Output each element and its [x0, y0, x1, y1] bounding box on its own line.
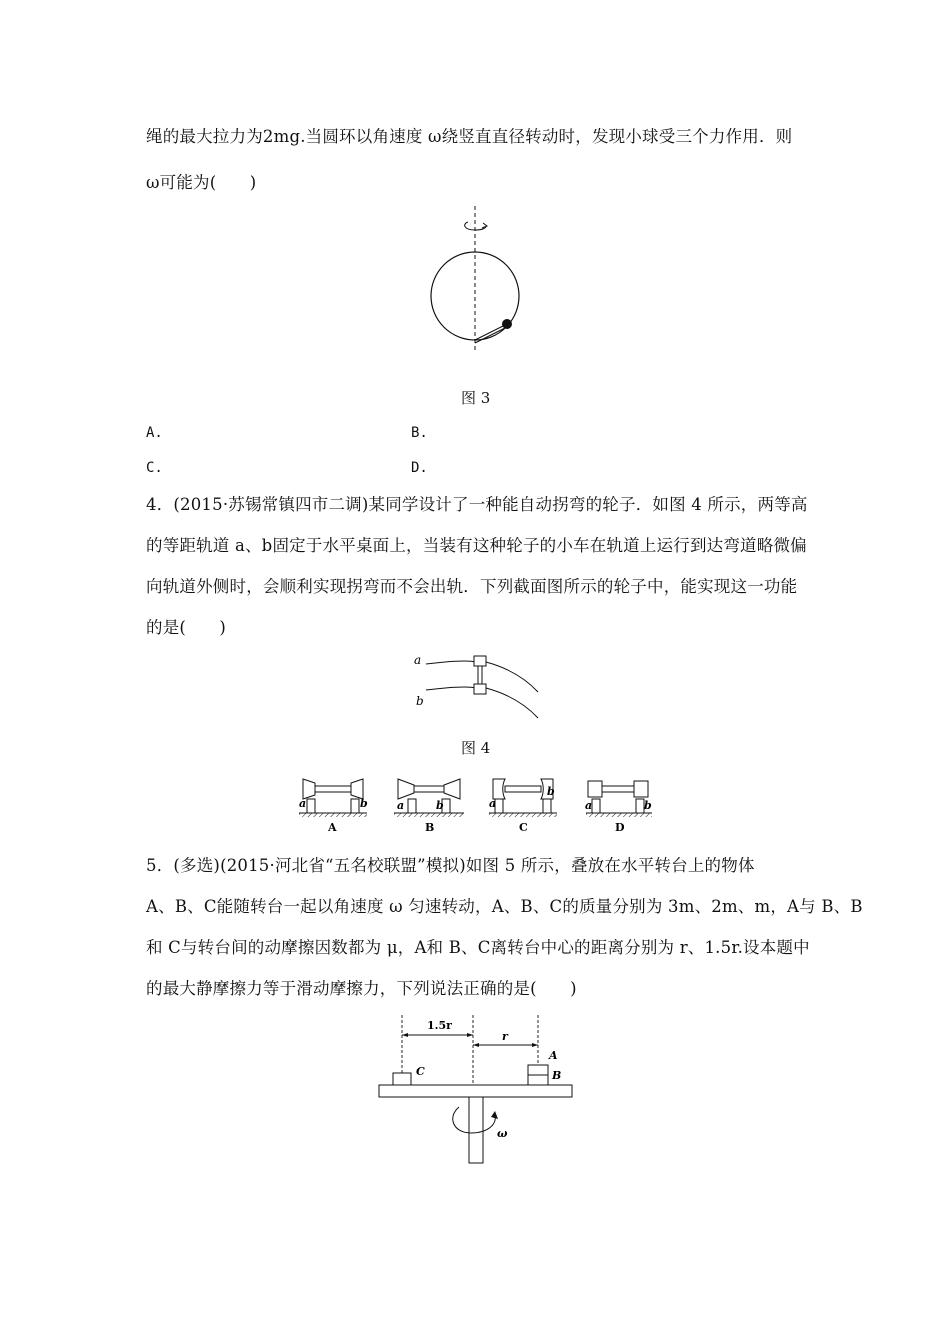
q3-text-line-2: ω可能为( )	[146, 173, 257, 192]
q3-text-line-1: 绳的最大拉力为2mg.当圆环以角速度 ω绕竖直直径转动时，发现小球受三个力作用．则	[146, 127, 793, 146]
choice-a-letter: A	[328, 821, 337, 834]
q5-text-line-3: 和 C与转台间的动摩擦因数都为 μ，A和 B、C离转台中心的距离分别为 r、1.5r.设本题中	[146, 938, 810, 957]
wheel-choice-d[interactable]	[582, 773, 662, 835]
track-b-label: b	[416, 694, 424, 708]
block-b-label: B	[552, 1069, 562, 1082]
wheel-choice-b[interactable]	[390, 773, 470, 835]
choice-d-left-label: a	[585, 799, 593, 812]
wheel-choice-c[interactable]	[485, 773, 565, 835]
choice-c-letter: C	[519, 821, 528, 834]
q4-text-line-4: 的是( )	[146, 618, 227, 637]
q4-text-line-2: 的等距轨道 a、b固定于水平桌面上，当装有这种轮子的小车在轨道上运行到达弯道略微偏	[146, 536, 807, 555]
q4-text-line-3: 向轨道外侧时，会顺利实现拐弯而不会出轨．下列截面图所示的轮子中，能实现这一功能	[146, 577, 798, 596]
figure-4-track-diagram	[410, 648, 550, 723]
choice-b-letter: B	[425, 821, 435, 834]
wheel-choice-a[interactable]	[295, 773, 375, 835]
track-a-label: a	[414, 653, 422, 667]
option-a[interactable]: A.	[146, 425, 163, 441]
option-c[interactable]: C.	[146, 460, 163, 476]
omega-label: ω	[497, 1127, 508, 1140]
q5-text-line-4: 的最大静摩擦力等于滑动摩擦力，下列说法正确的是( )	[146, 979, 577, 998]
choice-b-right-label: b	[436, 799, 444, 812]
choice-b-left-label: a	[397, 799, 405, 812]
figure-5-turntable-diagram	[375, 1013, 580, 1168]
dimension-left-label: 1.5r	[427, 1019, 452, 1032]
block-c-label: C	[416, 1065, 425, 1078]
q5-text-line-1: 5．(多选)(2015·河北省“五名校联盟”模拟)如图 5 所示，叠放在水平转台上的物体	[146, 856, 755, 875]
option-d[interactable]: D.	[411, 460, 428, 476]
option-b[interactable]: B.	[411, 425, 428, 441]
q4-text-line-1: 4．(2015·苏锡常镇四市二调)某同学设计了一种能自动拐弯的轮子．如图 4 所示，两等高	[146, 495, 808, 514]
choice-a-left-label: a	[299, 797, 307, 810]
dimension-right-label: r	[502, 1030, 508, 1043]
figure-4-caption: 图 4	[461, 739, 491, 757]
choice-c-left-label: a	[489, 797, 497, 810]
figure-3-ring-diagram	[420, 200, 540, 360]
block-a-label: A	[549, 1049, 558, 1062]
choice-a-right-label: b	[360, 797, 368, 810]
figure-3-caption: 图 3	[461, 389, 491, 407]
choice-c-right-label: b	[547, 785, 555, 798]
choice-d-letter: D	[615, 821, 625, 834]
choice-d-right-label: b	[644, 799, 652, 812]
q5-text-line-2: A、B、C能随转台一起以角速度 ω 匀速转动，A、B、C的质量分别为 3m、2m、m，A与 B、B	[146, 897, 863, 916]
